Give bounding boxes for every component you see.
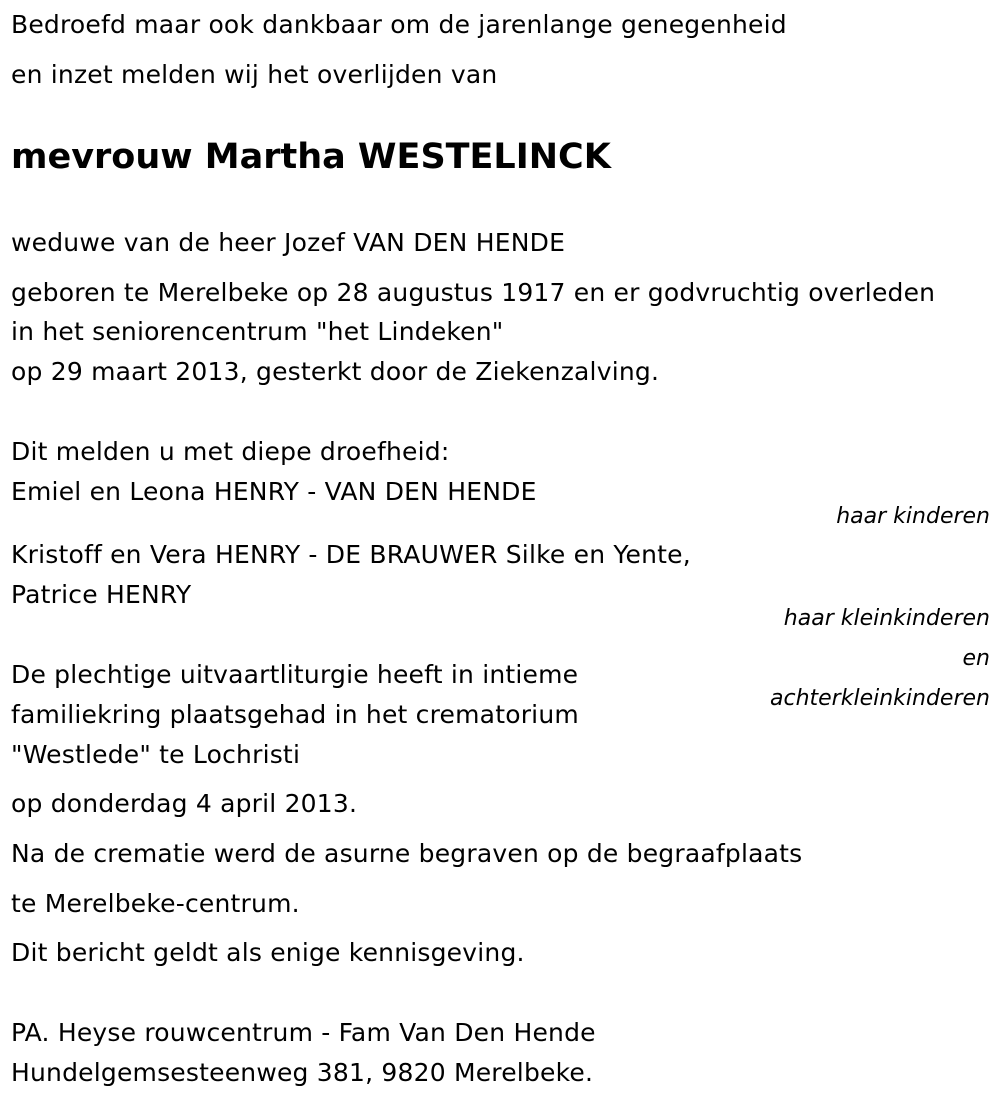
funeral-line-7: Dit bericht geldt als enige kennisgeving. — [11, 938, 525, 967]
funeral-line-5: Na de crematie werd de asurne begraven op de begraafplaats — [11, 839, 803, 868]
date-line: op 29 maart 2013, gesterkt door de Ziekenzalving. — [11, 357, 660, 386]
grandchildren-role-2: en — [962, 646, 990, 671]
born-line: geboren te Merelbeke op 28 augustus 1917 en er godvruchtig overleden — [11, 278, 936, 307]
funeral-line-6: te Merelbeke-centrum. — [11, 889, 300, 918]
place-line: in het seniorencentrum "het Lindeken" — [11, 317, 504, 346]
contact-line-2: Hundelgemsesteenweg 381, 9820 Merelbeke. — [11, 1058, 594, 1087]
grandchildren-role-3: achterkleinkinderen — [770, 686, 990, 711]
widow-line: weduwe van de heer Jozef VAN DEN HENDE — [11, 228, 566, 257]
funeral-line-1: De plechtige uitvaartliturgie heeft in intieme — [11, 660, 579, 689]
family-intro: Dit melden u met diepe droefheid: — [11, 437, 450, 466]
contact-line-1: PA. Heyse rouwcentrum - Fam Van Den Hende — [11, 1018, 596, 1047]
funeral-line-2: familiekring plaatsgehad in het crematorium — [11, 700, 579, 729]
funeral-line-3: "Westlede" te Lochristi — [11, 740, 301, 769]
grandchildren-role-1: haar kleinkinderen — [783, 606, 990, 631]
intro-line-1: Bedroefd maar ook dankbaar om de jarenlange genegenheid — [11, 10, 787, 39]
funeral-line-4: op donderdag 4 april 2013. — [11, 789, 358, 818]
children-names: Emiel en Leona HENRY - VAN DEN HENDE — [11, 477, 537, 506]
deceased-name: mevrouw Martha WESTELINCK — [11, 137, 611, 177]
grandchildren-names-2: Patrice HENRY — [11, 580, 192, 609]
grandchildren-names-1: Kristoff en Vera HENRY - DE BRAUWER Silke en Yente, — [11, 540, 691, 569]
children-role: haar kinderen — [836, 504, 990, 529]
intro-line-2: en inzet melden wij het overlijden van — [11, 60, 498, 89]
